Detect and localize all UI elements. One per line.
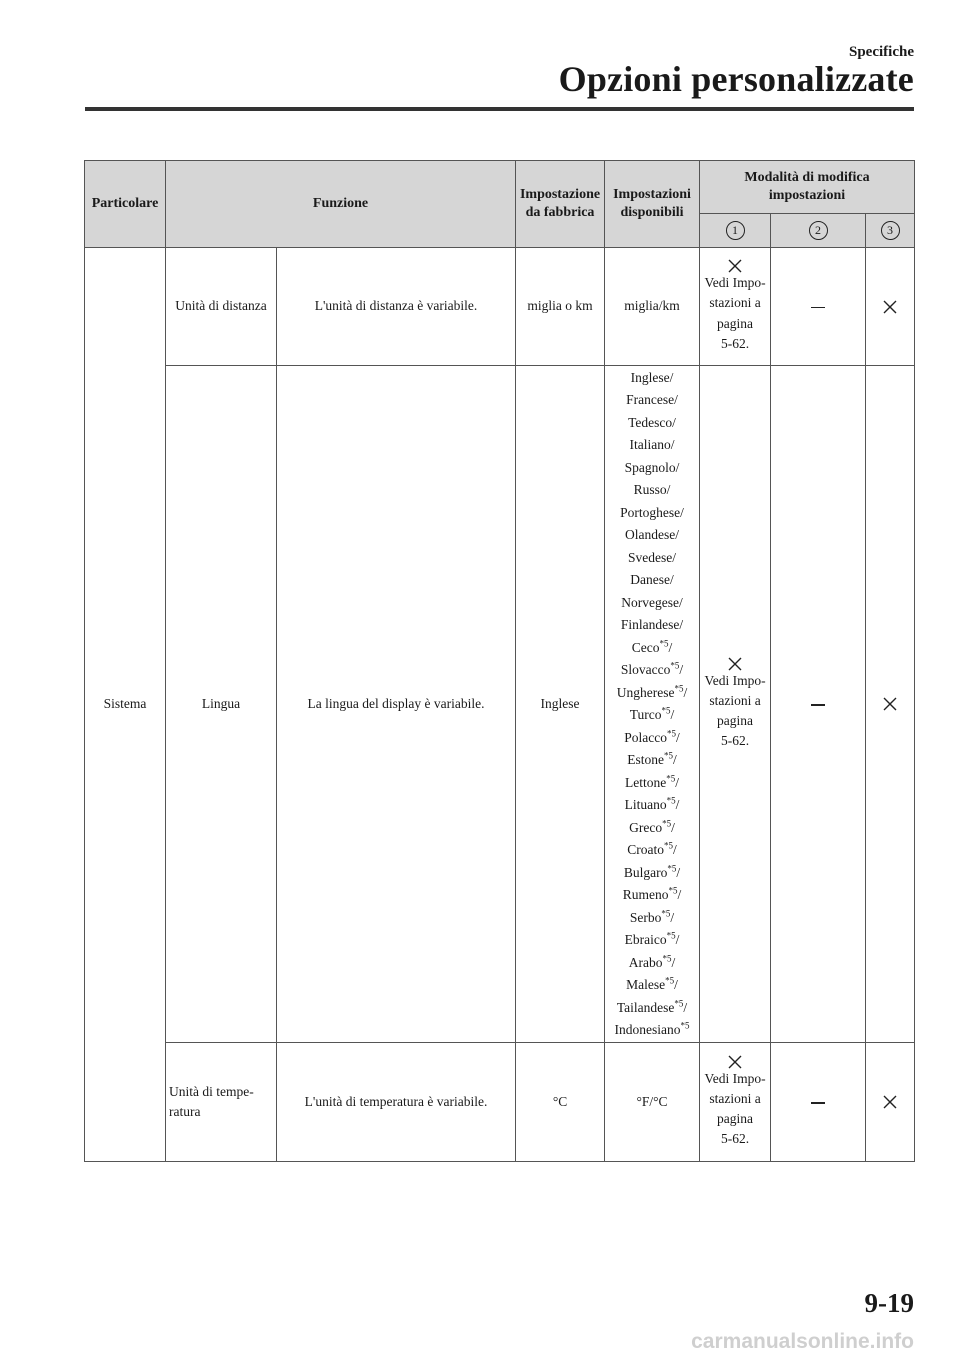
language-name: Bulgaro [623, 864, 668, 880]
language-item [608, 952, 696, 975]
language-name: Russo/ [633, 482, 671, 497]
mode-1-cell [700, 248, 771, 366]
mode-1-cell [700, 366, 771, 1043]
language-name: Croato [627, 842, 664, 857]
mode-3-cell [866, 1043, 915, 1162]
language-name: Portoghese/ [620, 504, 684, 520]
language-item [608, 794, 696, 817]
footnote-marker: *5 [661, 908, 671, 918]
footnote-marker: *5 [659, 638, 669, 648]
col-header-available-settings [605, 161, 700, 248]
footnote-marker: *5 [680, 1020, 690, 1031]
language-name: Turco [629, 707, 662, 722]
footnote-marker: *5 [674, 998, 684, 1008]
language-separator: / [673, 752, 677, 767]
language-item [608, 434, 696, 457]
particolare-cell: Lingua [166, 366, 277, 1043]
col-header-funzione: Funzione [166, 161, 516, 248]
particolare-line-2: ratura [169, 1104, 201, 1119]
note-line: 5-62. [720, 335, 750, 351]
mode-3-header [866, 214, 915, 248]
language-separator: / [675, 774, 680, 790]
note-line: 5-62. [720, 733, 750, 749]
footnote-marker: *5 [668, 885, 678, 896]
footnote-marker: *5 [666, 795, 676, 806]
cross-icon [728, 1055, 742, 1069]
footnote-marker: *5 [662, 818, 672, 828]
language-name: Tedesco/ [628, 414, 676, 430]
dash-icon [811, 307, 825, 309]
language-item [608, 592, 696, 615]
language-item [608, 727, 696, 750]
language-item [608, 457, 696, 480]
language-item [608, 997, 696, 1020]
language-item [608, 974, 696, 997]
circled-number-1: 1 [726, 221, 745, 240]
language-item [608, 1019, 696, 1042]
language-item [608, 389, 696, 412]
mode-3-cell [866, 248, 915, 366]
note-line: 5-62. [720, 1131, 750, 1147]
footnote-marker: *5 [665, 975, 675, 986]
table-row [85, 1043, 915, 1162]
language-name: Lituano [624, 797, 667, 812]
dash-icon [811, 704, 825, 706]
language-item [608, 502, 696, 525]
particolare-cell [166, 1043, 277, 1162]
footnote-marker: *5 [664, 750, 673, 761]
note-line: Vedi Impo- [704, 275, 766, 290]
language-separator: / [674, 977, 678, 992]
funzione-cell: L'unità di temperatura è variabile. [277, 1043, 516, 1162]
note-line: stazioni a [709, 1090, 761, 1106]
language-name: Arabo [628, 954, 663, 970]
funzione-cell: La lingua del display è variabile. [277, 366, 516, 1043]
language-item [608, 749, 696, 772]
language-name: Ungherese [616, 684, 675, 700]
language-name: Inglese/ [630, 369, 674, 385]
footnote-marker: *5 [662, 953, 672, 963]
section-label: Specifiche [849, 44, 914, 60]
available-settings-line-1: Impostazioni [613, 186, 691, 202]
language-name: Slovacco [620, 662, 671, 677]
language-separator: / [671, 819, 675, 835]
language-item [608, 569, 696, 592]
mode-1-cell [700, 1043, 771, 1162]
col-header-particolare: Particolare [85, 161, 166, 248]
language-name: Francese/ [626, 392, 678, 407]
language-item [608, 839, 696, 862]
page-number: 9-19 [864, 1288, 914, 1318]
language-separator: / [668, 639, 673, 655]
cross-icon [883, 1095, 897, 1109]
language-item [608, 704, 696, 727]
col-header-modification-mode [700, 161, 915, 214]
language-name: Greco [629, 819, 663, 835]
factory-setting-line-1: Impostazione [519, 186, 601, 202]
custom-options-table [84, 160, 915, 1162]
language-separator: / [683, 684, 688, 700]
note-line: Vedi Impo- [704, 1070, 766, 1086]
note-line: stazioni a [709, 295, 761, 311]
language-separator: / [675, 797, 680, 812]
factory-setting-cell: miglia o km [516, 248, 605, 366]
language-item [608, 907, 696, 930]
language-list [608, 367, 696, 1042]
language-name: Tailandese [616, 999, 675, 1015]
mode-3-cell [866, 366, 915, 1043]
cross-icon [883, 300, 897, 314]
table-row [85, 248, 915, 366]
language-name: Italiano/ [629, 437, 675, 452]
note-line: stazioni a [709, 692, 761, 708]
footnote-marker: *5 [667, 863, 677, 873]
language-item [608, 929, 696, 952]
language-item [608, 367, 696, 390]
language-separator: / [679, 662, 684, 677]
language-name: Ebraico [624, 932, 667, 947]
footnote-marker: *5 [664, 840, 673, 851]
note-line: Vedi Impo- [704, 672, 766, 688]
language-name: Norvegese/ [621, 594, 683, 610]
language-name: Lettone [625, 774, 667, 790]
circled-number-3: 3 [881, 221, 900, 240]
particolare-line-1: Unità di tempe- [169, 1083, 254, 1099]
language-item [608, 817, 696, 840]
dash-icon [811, 1102, 825, 1104]
circled-number-2: 2 [809, 221, 828, 240]
language-item [608, 884, 696, 907]
language-separator: / [671, 954, 676, 970]
mode-2-header [771, 214, 866, 248]
language-name: Spagnolo/ [624, 459, 680, 475]
footnote-marker: *5 [674, 683, 684, 693]
table-row [85, 366, 915, 1043]
language-item [608, 659, 696, 682]
language-name: Danese/ [630, 572, 674, 587]
language-item [608, 637, 696, 660]
language-item [608, 412, 696, 435]
language-separator: / [675, 932, 680, 947]
language-separator: / [676, 729, 680, 745]
language-separator: / [683, 999, 688, 1015]
available-settings-cell: miglia/km [605, 248, 700, 366]
col-header-factory-setting [516, 161, 605, 248]
factory-setting-cell: Inglese [516, 366, 605, 1043]
header-rule [85, 107, 914, 111]
footnote-marker: *5 [666, 773, 676, 783]
language-separator: / [670, 707, 675, 722]
footnote-marker: *5 [667, 728, 676, 738]
page-title: Opzioni personalizzate [558, 59, 914, 99]
cross-icon [883, 697, 897, 711]
language-name: Estone [627, 752, 664, 767]
note-line: pagina [717, 1111, 754, 1126]
language-item [608, 479, 696, 502]
factory-setting-cell: °C [516, 1043, 605, 1162]
note-line: pagina [717, 713, 754, 728]
available-settings-cell [605, 366, 700, 1043]
funzione-cell: L'unità di distanza è variabile. [277, 248, 516, 366]
footnote-marker: *5 [666, 930, 676, 941]
footnote-marker: *5 [661, 705, 671, 716]
language-separator: / [676, 864, 681, 880]
language-separator: / [670, 909, 675, 925]
mode-2-cell [771, 366, 866, 1043]
note-line: pagina [717, 315, 754, 331]
mode-1-header [700, 214, 771, 248]
language-item [608, 772, 696, 795]
language-separator: / [677, 887, 682, 902]
language-item [608, 862, 696, 885]
particolare-cell: Unità di distanza [166, 248, 277, 366]
available-settings-line-2: disponibili [620, 205, 684, 220]
mode-2-cell [771, 1043, 866, 1162]
watermark: carmanualsonline.info [691, 1330, 914, 1353]
cross-icon [728, 657, 742, 671]
language-name: Finlandese/ [620, 617, 684, 632]
language-name: Olandese/ [625, 527, 679, 542]
footnote-marker: *5 [670, 660, 680, 671]
language-name: Svedese/ [628, 549, 677, 565]
mode-line-1: Modalità di modifica [744, 169, 870, 185]
available-settings-cell: °F/°C [605, 1043, 700, 1162]
group-cell-sistema: Sistema [85, 248, 166, 1162]
language-item [608, 547, 696, 570]
language-item [608, 524, 696, 547]
language-name: Polacco [624, 729, 667, 745]
language-name: Serbo [629, 909, 662, 925]
language-name: Malese [626, 977, 666, 992]
mode-line-2: impostazioni [768, 188, 846, 203]
cross-icon [728, 259, 742, 273]
language-item [608, 614, 696, 637]
language-name: Indonesiano [614, 1022, 681, 1037]
factory-setting-line-2: da fabbrica [525, 205, 595, 220]
mode-2-cell [771, 248, 866, 366]
language-separator: / [673, 842, 677, 857]
language-name: Ceco [631, 639, 660, 655]
language-item [608, 682, 696, 705]
language-name: Rumeno [622, 887, 669, 902]
